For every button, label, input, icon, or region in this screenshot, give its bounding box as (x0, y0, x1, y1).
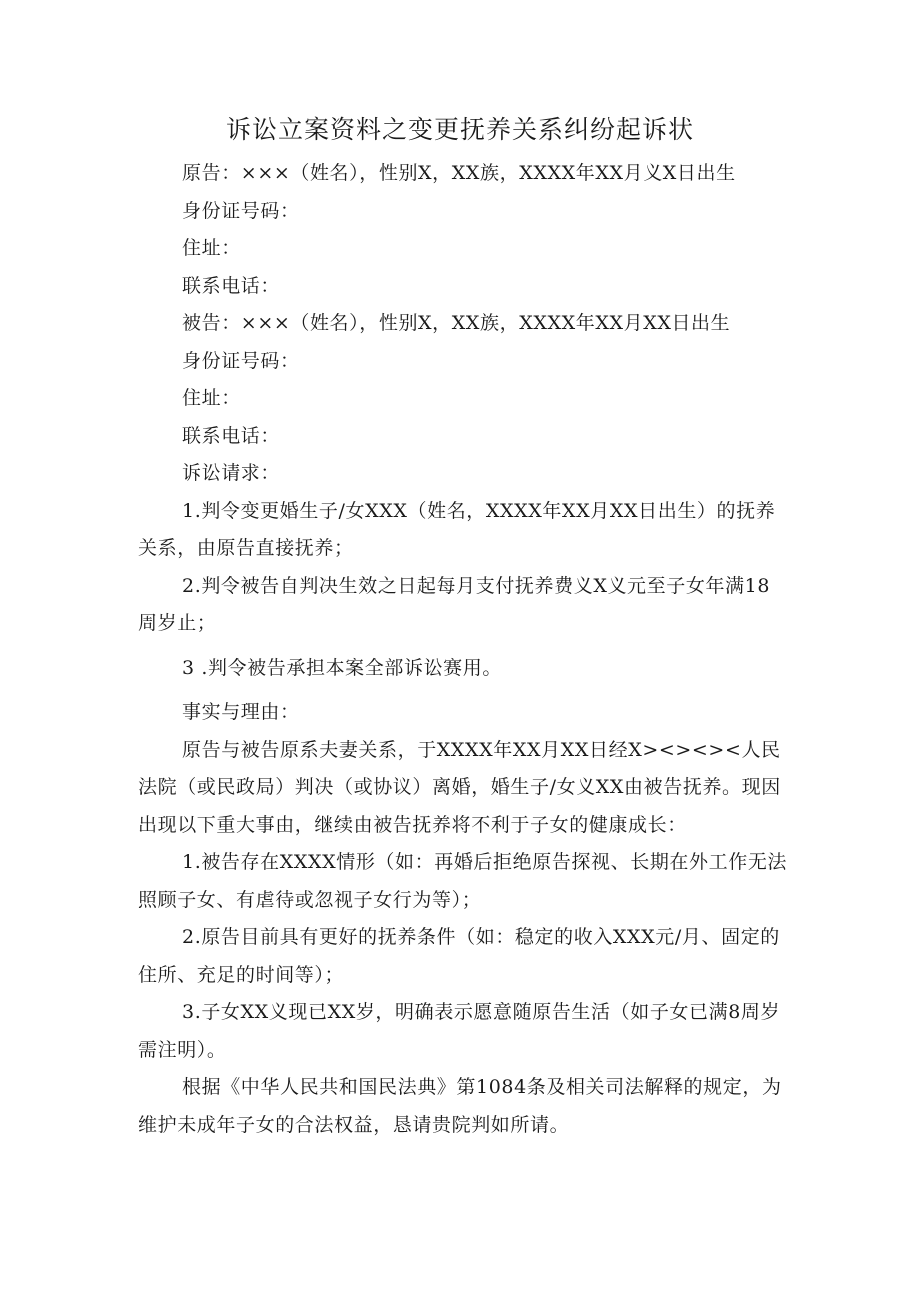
fact-item-3: 3.子女XX义现已XX岁，明确表示愿意随原告生活（如子女已满8周岁需注明）。 (138, 1001, 781, 1061)
claim-item-2: 2.判令被告自判决生效之日起每月支付抚养费义X义元至子女年满18周岁止； (138, 574, 771, 634)
defendant-address-label: 住址： (182, 387, 241, 409)
plaintiff-phone-label: 联系电话： (182, 274, 281, 297)
defendant-id-label: 身份证号码： (182, 349, 300, 372)
document-title: 诉讼立案资料之变更抚养关系纠纷起诉状 (225, 115, 694, 144)
claim-item-3: 3 .判令被告承担本案全部诉讼赛用。 (182, 656, 502, 679)
facts-heading: 事实与理由： (182, 701, 300, 723)
facts-intro: 原告与被告原系夫妻关系，于XXXX年XX月XX日经X><><><人民法院（或民政局）判决（或协议）离婚，婚生子/女义XX由被告抚养。现因出现以下重大事由，继续由被告抚养将不利于子女的健康成长： (138, 738, 781, 836)
claim-item-1: 1.判令变更婚生子/女XXX（姓名，XXXX年XX月XX日出生）的抚养关系，由原告直接抚养； (138, 499, 776, 559)
plaintiff-info: 原告：×××（姓名），性别X，XX族，XXXX年XX月义X日出生 (182, 162, 736, 184)
fact-item-2: 2.原告目前具有更好的抚养条件（如：稳定的收入XXX元/月、固定的住所、充足的时间等）； (138, 926, 780, 986)
plaintiff-id-label: 身份证号码： (182, 199, 300, 222)
document-body (138, 155, 788, 1144)
defendant-info: 被告：×××（姓名），性别X，XX族，XXXX年XX月XX日出生 (182, 312, 731, 334)
fact-item-1: 1.被告存在XXXX情形（如：再婚后拒绝原告探视、长期在外工作无法照顾子女、有虐待或忽视子女行为等）； (138, 851, 788, 911)
conclusion-paragraph: 根据《中华人民共和国民法典》第1084条及相关司法解释的规定，为维护未成年子女的合法权益，恳请贵院判如所请。 (138, 1076, 782, 1136)
defendant-phone-label: 联系电话： (182, 424, 281, 447)
plaintiff-address-label: 住址： (182, 237, 241, 259)
claims-heading: 诉讼请求： (182, 462, 281, 484)
